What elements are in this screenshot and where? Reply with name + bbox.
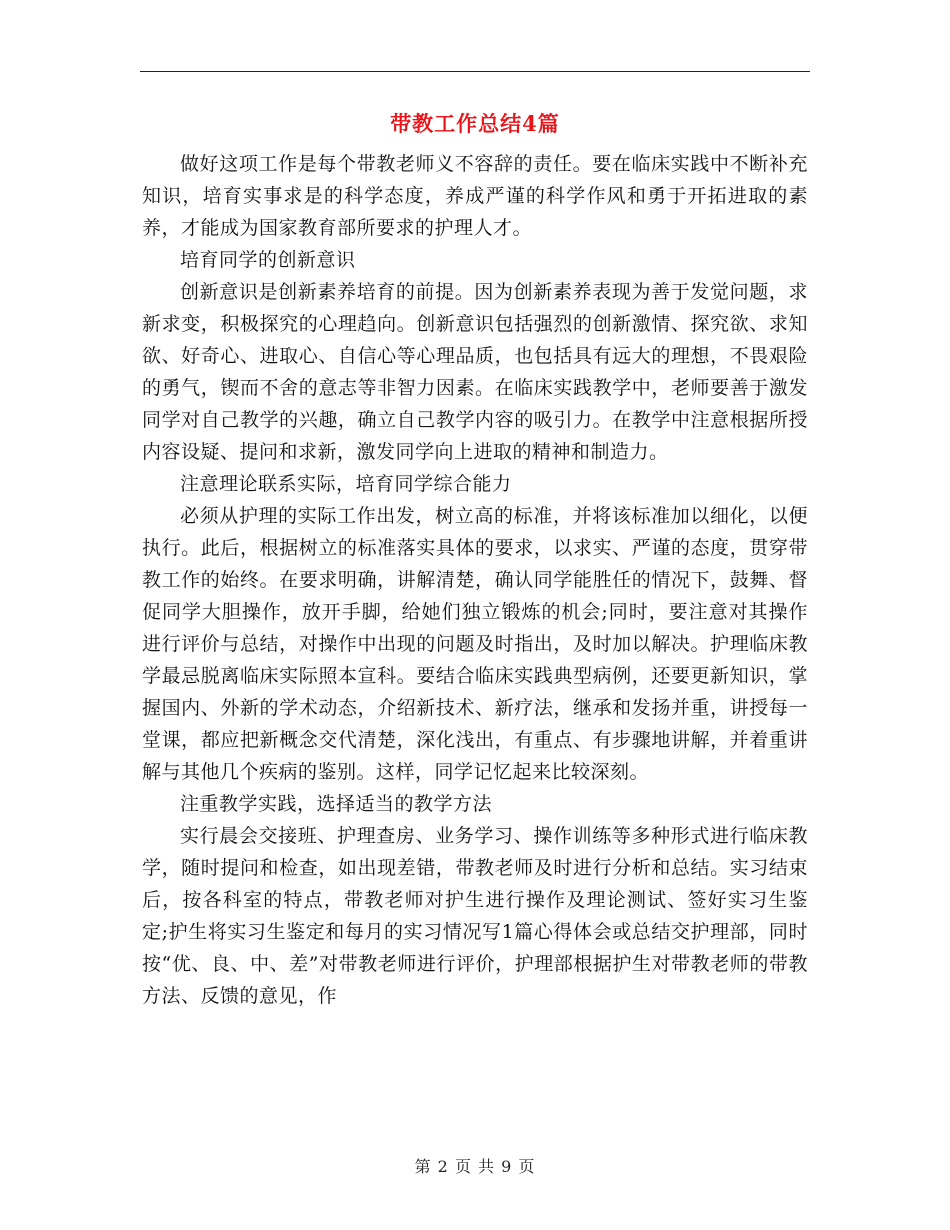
paragraph-theory-practice: 必须从护理的实际工作出发，树立高的标准，并将该标准加以细化，以便执行。此后，根据树立的标准落实具体的要求，以求实、严谨的态度，贯穿带教工作的始终。在要求明确，讲解清楚，确认同学能胜任的情况下，鼓舞、督促同学大胆操作，放开手脚，给她们独立锻炼的机会;同时，要注意对其操作进行评价与总结，对操作中出现的问题及时指出，及时加以解决。护理临床教学最忌脱离临床实际照本宣科。要结合临床实践典型病例，还要更新知识，掌握国内、外新的学术动态，介绍新技术、新疗法，继承和发扬并重，讲授每一堂课，都应把新概念交代清楚，深化浅出，有重点、有步骤地讲解，并着重讲解与其他几个疾病的鉴别。这样，同学记忆起来比较深刻。 — [142, 505, 808, 783]
page-number: 第 2 页 共 9 页 — [414, 1157, 536, 1176]
document-title: 带教工作总结4篇 — [390, 111, 560, 136]
section-heading-teaching-methods: 注重教学实践，选择适当的教学方法 — [180, 793, 493, 815]
paragraph-teaching-methods: 实行晨会交接班、护理查房、业务学习、操作训练等多种形式进行临床教学，随时提问和检查，如出现差错，带教老师及时进行分析和总结。实习结束后，按各科室的特点，带教老师对护生进行操作及理论测试、签好实习生鉴定;护生将实习生鉴定和每月的实习情况写1篇心得体会或总结交护理部，同时按“优、良、中、差”对带教老师进行评价，护理部根据护生对带教老师的带教方法、反馈的意见，作 — [142, 825, 808, 1007]
section-heading-innovation: 培育同学的创新意识 — [180, 249, 356, 271]
header-rule — [140, 71, 810, 72]
paragraph-intro: 做好这项工作是每个带教老师义不容辞的责任。要在临床实践中不断补充知识，培育实事求是的科学态度，养成严谨的科学作风和勇于开拓进取的素养，才能成为国家教育部所要求的护理人才。 — [142, 153, 808, 239]
section-heading-theory-practice: 注意理论联系实际，培育同学综合能力 — [180, 473, 512, 495]
paragraph-innovation: 创新意识是创新素养培育的前提。因为创新素养表现为善于发觉问题，求新求变，积极探究的心理趋向。创新意识包括强烈的创新激情、探究欲、求知欲、好奇心、进取心、自信心等心理品质，也包括具有远大的理想，不畏艰险的勇气，锲而不舍的意志等非智力因素。在临床实践教学中，老师要善于激发同学对自己教学的兴趣，确立自己教学内容的吸引力。在教学中注意根据所授内容设疑、提问和求新，激发同学向上进取的精神和制造力。 — [142, 281, 808, 463]
document-body — [142, 148, 808, 1012]
